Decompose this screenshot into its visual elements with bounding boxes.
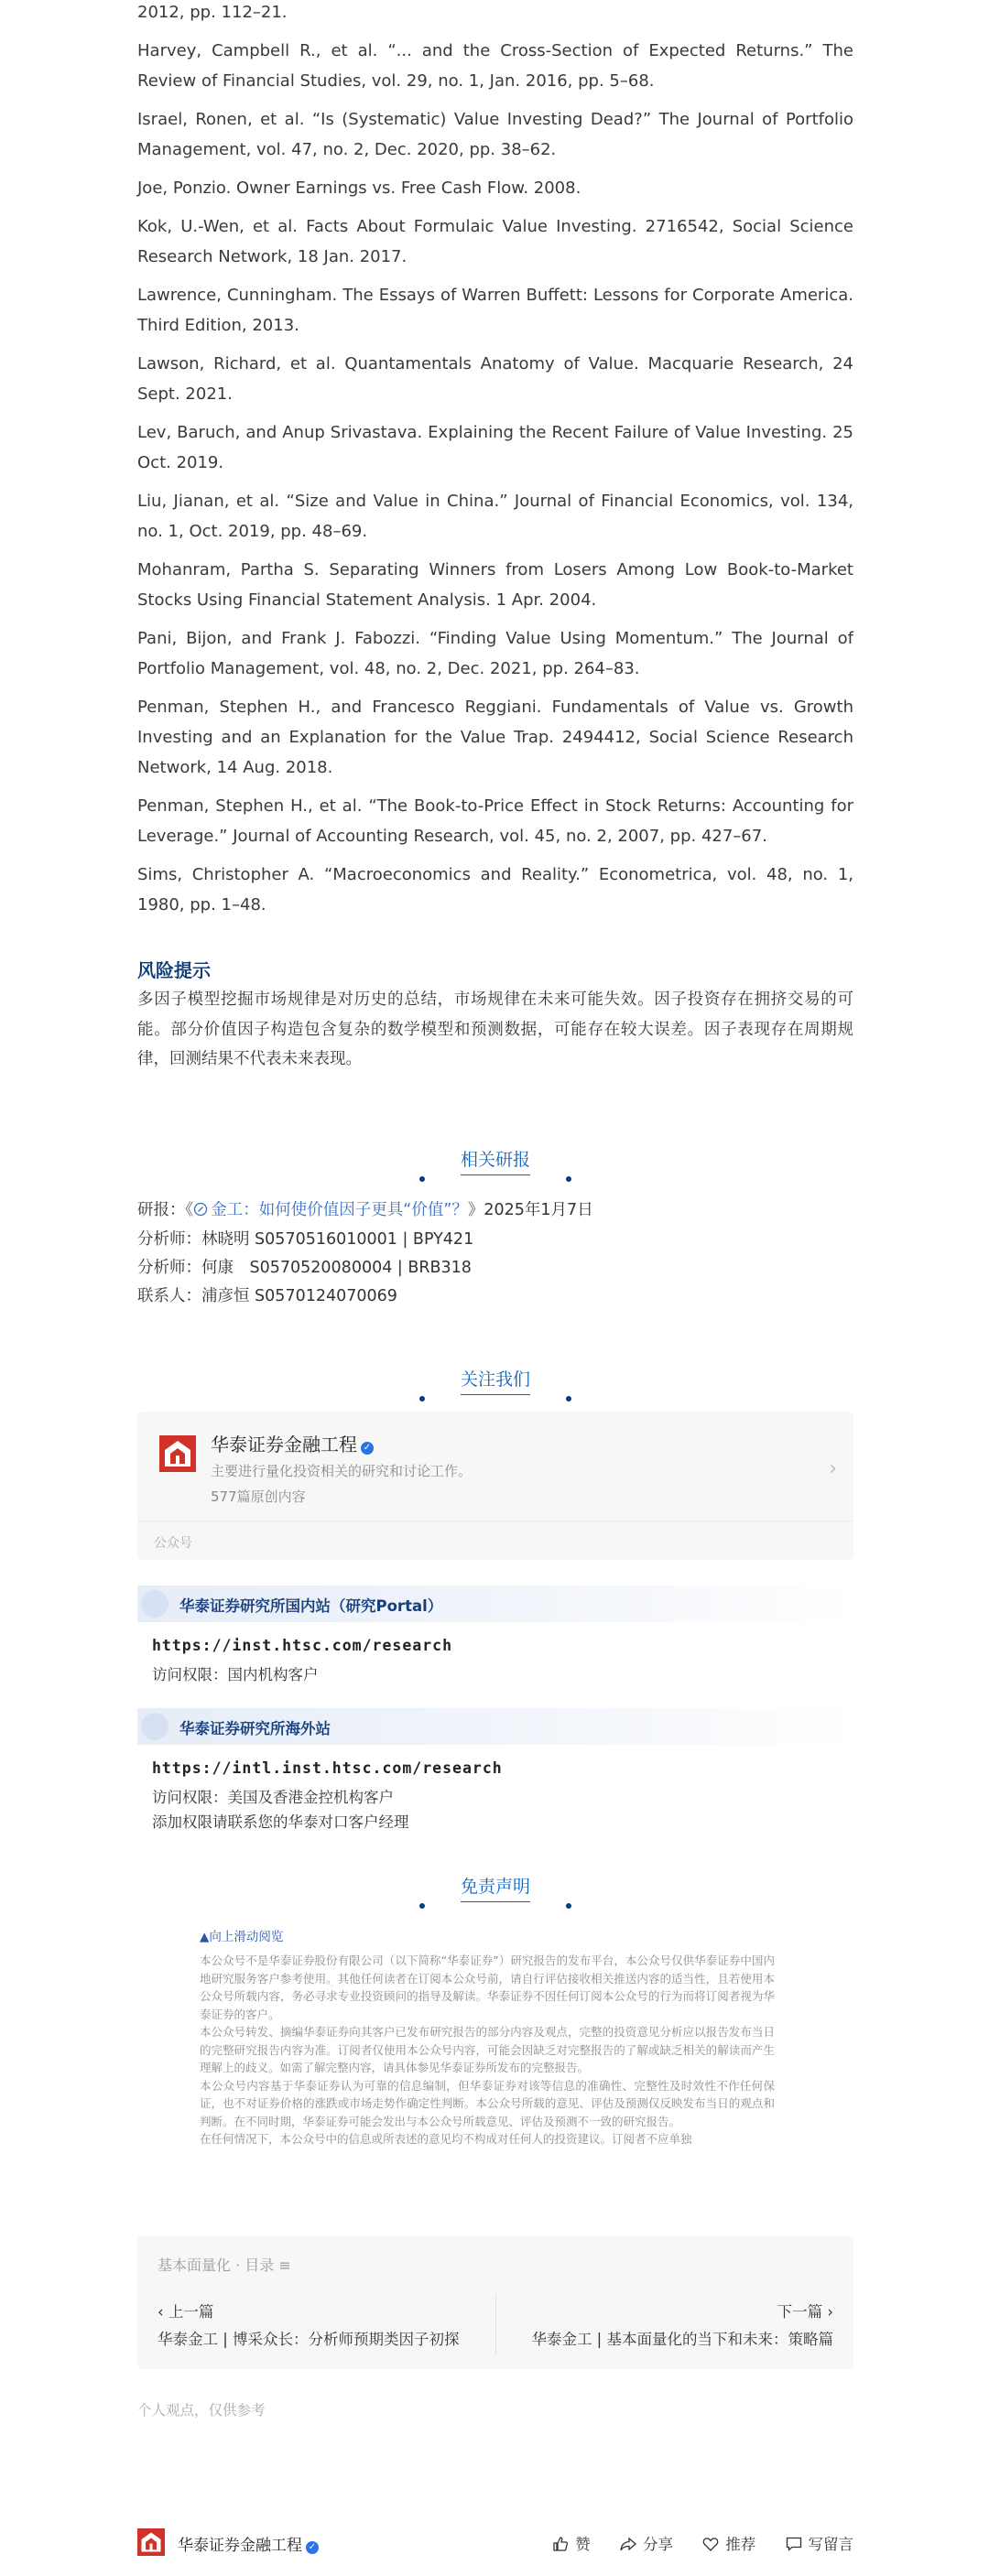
chevron-right-icon: ›: [822, 2303, 833, 2321]
account-name-link[interactable]: 华泰证券金融工程 ✓: [178, 2532, 319, 2555]
account-type: 公众号: [154, 1536, 192, 1551]
account-description: 主要进行量化投资相关的研究和讨论工作。: [211, 1463, 473, 1479]
article-navigation: [137, 2235, 853, 2369]
analyst-line: 分析师：林晓明 S0570516010001 | BPY421: [137, 1230, 474, 1249]
related-title: 相关研报: [461, 1146, 530, 1175]
circle-icon: [141, 1590, 168, 1618]
comment-button[interactable]: 写留言: [785, 2532, 854, 2554]
analyst-line: 分析师：何康 S0570520080004 | BRB318: [137, 1259, 472, 1277]
reference-item: Sims, Christopher A. “Macroeconomics and Reality.” Econometrica, vol. 48, no. 1, 1980, pp. 1–48.: [137, 865, 853, 915]
article-count: 577篇原创内容: [211, 1488, 306, 1505]
chevron-left-icon: ‹: [158, 2303, 168, 2321]
disclaimer-scroll-box[interactable]: [200, 1926, 775, 2170]
disclaimer-paragraph: 本公众号不是华泰证券股份有限公司（以下简称“华泰证券”）研究报告的发布平台，本公众号仅供华泰证券中国内地研究服务客户参考使用。其他任何读者在订阅本公众号前，请自行评估接收相关推送内容的适当性，且若使用本公众号所载内容，务必寻求专业投资顾问的指导及解读。华泰证券不因任何订阅本公众号的行为而将订阅者视为华泰证券的客户。: [200, 1954, 775, 2021]
reference-item: Penman, Stephen H., and Francesco Reggiani. Fundamentals of Value vs. Growth Investing and an Explanation for the Value Trap. 2494412, Social Science Research Network, 14 Aug. 2018.: [137, 698, 853, 777]
title-dot: [419, 1396, 425, 1402]
site-overseas-header: [137, 1708, 853, 1745]
next-article-link[interactable]: 华泰金工 | 基本面量化的当下和未来：策略篇: [531, 2331, 833, 2348]
site-access: 访问权限：美国及香港金控机构客户: [152, 1789, 394, 1806]
comment-icon: [785, 2535, 803, 2553]
account-logo-icon: [159, 1435, 196, 1472]
reference-item: Penman, Stephen H., et al. “The Book-to-Price Effect in Stock Returns: Accounting for Leverage.” Journal of Accounting Research, vol. 45, no. 2, 2007, pp. 427–67.: [137, 796, 853, 846]
reference-item: Mohanram, Partha S. Separating Winners from Losers Among Low Book-to-Market Stocks Using Financial Statement Analysis. 1 Apr. 2004.: [137, 560, 853, 610]
reference-item: 2012, pp. 112–21.: [137, 3, 288, 22]
site-domestic-header: [137, 1586, 853, 1622]
disclaimer-paragraph: 本公众号内容基于华泰证券认为可靠的信息编制，但华泰证券对该等信息的准确性、完整性及时效性不作任何保证，也不对证券价格的涨跌或市场走势作确定性判断。本公众号所载的意见、评估及预测仅反映发布当日的观点和判断。在不同时期，华泰证券可能会发出与本公众号所载意见、评估及预测不一致的研究报告。: [200, 2078, 775, 2128]
disclaimer-title: 免责声明: [461, 1873, 530, 1902]
follow-section-title: [137, 1366, 853, 1395]
bottom-action-bar: [0, 2519, 989, 2576]
site-url[interactable]: https://inst.htsc.com/research: [152, 1637, 453, 1654]
scroll-hint: ▲向上滑动阅览: [200, 1930, 284, 1944]
reference-item: Kok, U.-Wen, et al. Facts About Formulaic Value Investing. 2716542, Social Science Research Network, 18 Jan. 2017.: [137, 217, 853, 266]
personal-view-note: 个人观点，仅供参考: [137, 2402, 266, 2419]
title-dot: [566, 1396, 571, 1402]
reference-item: Harvey, Campbell R., et al. “... and the Cross-Section of Expected Returns.” The Review of Financial Studies, vol. 29, no. 1, Jan. 2016, pp. 5–68.: [137, 41, 853, 91]
title-dot: [566, 1176, 571, 1182]
reference-item: Pani, Bijon, and Frank J. Fabozzi. “Finding Value Using Momentum.” The Journal of Portfolio Management, vol. 48, no. 2, Dec. 2021, pp. 264–83.: [137, 629, 853, 678]
recommend-button[interactable]: 推荐: [701, 2532, 755, 2554]
like-button[interactable]: 赞: [551, 2532, 591, 2554]
account-name: 华泰证券金融工程 ✓: [211, 1430, 374, 1456]
thumb-up-icon: [551, 2535, 570, 2553]
risk-title: 风险提示: [137, 959, 211, 981]
category-directory[interactable]: 基本面量化 · 目录 ≡: [158, 2257, 291, 2274]
site-access-note: 添加权限请联系您的华泰对口客户经理: [152, 1813, 409, 1831]
related-report-line: [137, 1197, 593, 1220]
report-prefix: 研报：《: [137, 1201, 194, 1219]
disclaimer-section-title: [137, 1873, 853, 1902]
share-button[interactable]: 分享: [619, 2532, 673, 2554]
reference-item: Israel, Ronen, et al. “Is (Systematic) Value Investing Dead?” The Journal of Portfolio Management, vol. 47, no. 2, Dec. 2020, pp. 38–62.: [137, 110, 853, 159]
title-dot: [419, 1903, 425, 1909]
action-group: [527, 2532, 853, 2554]
prev-label[interactable]: ‹ 上一篇: [158, 2303, 214, 2321]
disclaimer-paragraph: 在任何情况下，本公众号中的信息或所表述的意见均不构成对任何人的投资建议。订阅者不应单独: [200, 2132, 692, 2146]
reference-item: Lev, Baruch, and Anup Srivastava. Explaining the Recent Failure of Value Investing. 25 Oct. 2019.: [137, 423, 853, 472]
related-section-title: [137, 1146, 853, 1175]
reference-item: Lawrence, Cunningham. The Essays of Warren Buffett: Lessons for Corporate America. Third Edition, 2013.: [137, 286, 853, 335]
circle-icon: [141, 1713, 168, 1740]
link-icon: [193, 1202, 208, 1217]
title-dot: [419, 1176, 425, 1182]
report-link-text[interactable]: 金工：如何使价值因子更具“价值”？: [211, 1201, 468, 1219]
risk-body: 多因子模型挖掘市场规律是对历史的总结，市场规律在未来可能失效。因子投资存在拥挤交易的可能。部分价值因子构造包含复杂的数学模型和预测数据，可能存在较大误差。因子表现存在周期规律，回测结果不代表未来表现。: [137, 990, 853, 1068]
reference-list: [137, 0, 853, 928]
verified-icon: ✓: [361, 1442, 374, 1455]
title-dot: [566, 1903, 571, 1909]
report-suffix: 》2025年1月7日: [467, 1201, 593, 1219]
share-icon: [619, 2535, 637, 2553]
next-label[interactable]: 下一篇 ›: [777, 2303, 833, 2321]
reference-item: Liu, Jianan, et al. “Size and Value in China.” Journal of Financial Economics, vol. 134, no. 1, Oct. 2019, pp. 48–69.: [137, 492, 853, 541]
account-logo-icon[interactable]: [137, 2528, 165, 2556]
chevron-right-icon: ›: [829, 1457, 837, 1480]
contact-line: 联系人：浦彦恒 S0570124070069: [137, 1287, 397, 1305]
prev-article-link[interactable]: 华泰金工 | 博采众长：分析师预期类因子初探: [158, 2331, 460, 2348]
heart-icon: [701, 2535, 720, 2553]
divider: [495, 2294, 496, 2354]
reference-item: Lawson, Richard, et al. Quantamentals Anatomy of Value. Macquarie Research, 24 Sept. 2021.: [137, 354, 853, 404]
site-access: 访问权限：国内机构客户: [152, 1666, 319, 1683]
reference-item: Joe, Ponzio. Owner Earnings vs. Free Cash Flow. 2008.: [137, 179, 581, 198]
report-link[interactable]: [193, 1201, 468, 1219]
site-label: 华泰证券研究所海外站: [179, 1720, 331, 1737]
site-url[interactable]: https://intl.inst.htsc.com/research: [152, 1759, 503, 1777]
follow-title: 关注我们: [461, 1366, 530, 1395]
account-card[interactable]: [137, 1412, 853, 1560]
disclaimer-paragraph: 本公众号转发、摘编华泰证券向其客户已发布研究报告的部分内容及观点，完整的投资意见分析应以报告发布当日的完整研究报告内容为准。订阅者仅使用本公众号内容，可能会因缺乏对完整报告的了解或缺乏相关的解读而产生理解上的歧义。如需了解完整内容，请具体参见华泰证券所发布的完整报告。: [200, 2025, 775, 2074]
verified-icon: ✓: [306, 2541, 319, 2554]
site-label: 华泰证券研究所国内站（研究Portal）: [179, 1597, 443, 1615]
